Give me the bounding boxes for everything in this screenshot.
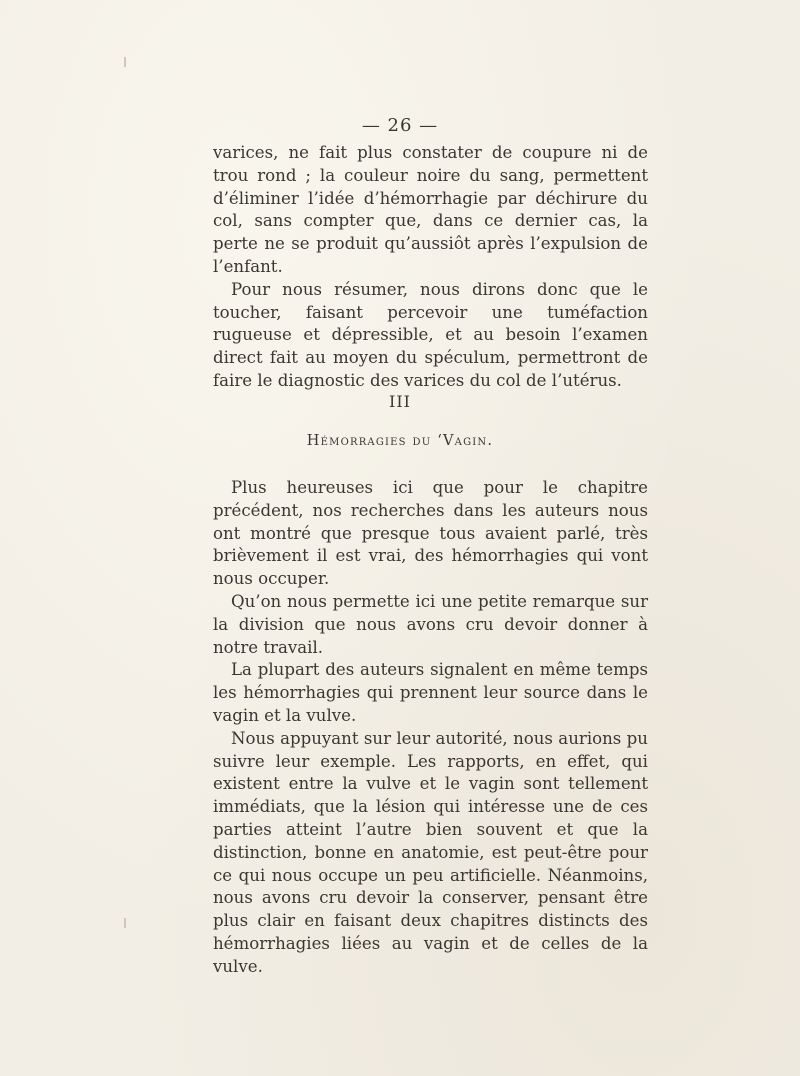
paragraph: La plupart des auteurs signalent en même temps les hémorrhagies qui prennent leur source dans le vagin et la vulve.: [213, 660, 648, 725]
section-number: III: [389, 392, 411, 411]
paragraph: Pour nous résumer, nous dirons donc que le toucher, faisant percevoir une tuméfaction rugueuse et dépressible, et au besoin l’examen direct fait au moyen du spéculum, permettront de faire le diagnostic des varices du col de l’utérus.: [213, 279, 648, 390]
paper-mark: [124, 918, 126, 928]
text-block-varices: [213, 142, 648, 393]
paragraph: varices, ne fait plus constater de coupure ni de trou rond ; la couleur noire du sang, permettent d’éliminer l’idée d’hémorrhagie par déchirure du col, sans compter que, dans ce dernier cas, la perte ne se produit qu’aussiôt après l’expulsion de l’enfant.: [213, 143, 648, 276]
paper-mark: [124, 57, 126, 67]
text-block-vagin: [213, 477, 648, 979]
section-title: Hémorragies du ‘Vagin.: [306, 433, 494, 449]
paragraph: Qu’on nous permette ici une petite remarque sur la division que nous avons cru devoir donner à notre travail.: [213, 591, 648, 657]
page-number: — 26 —: [361, 115, 439, 136]
paragraph: Nous appuyant sur leur autorité, nous aurions pu suivre leur exemple. Les rapports, en effet, qui existent entre la vulve et le vagin sont tellement immédiats, que la lésion qui intéresse une de ces parties atteint l’autre bien souvent et que la distinction, bonne en anatomie, est peut-être pour ce qui nous occupe un peu artificielle. Néanmoins, nous avons cru devoir la conserver, pensant être plus clair en faisant deux chapitres distincts des hémorrhagies liées au vagin et de celles de la vulve.: [213, 728, 648, 976]
paragraph: Plus heureuses ici que pour le chapitre précédent, nos recherches dans les auteurs nous ont montré que presque tous avaient parlé, très brièvement il est vrai, des hémorrhagies qui vont nous occuper.: [213, 478, 648, 589]
